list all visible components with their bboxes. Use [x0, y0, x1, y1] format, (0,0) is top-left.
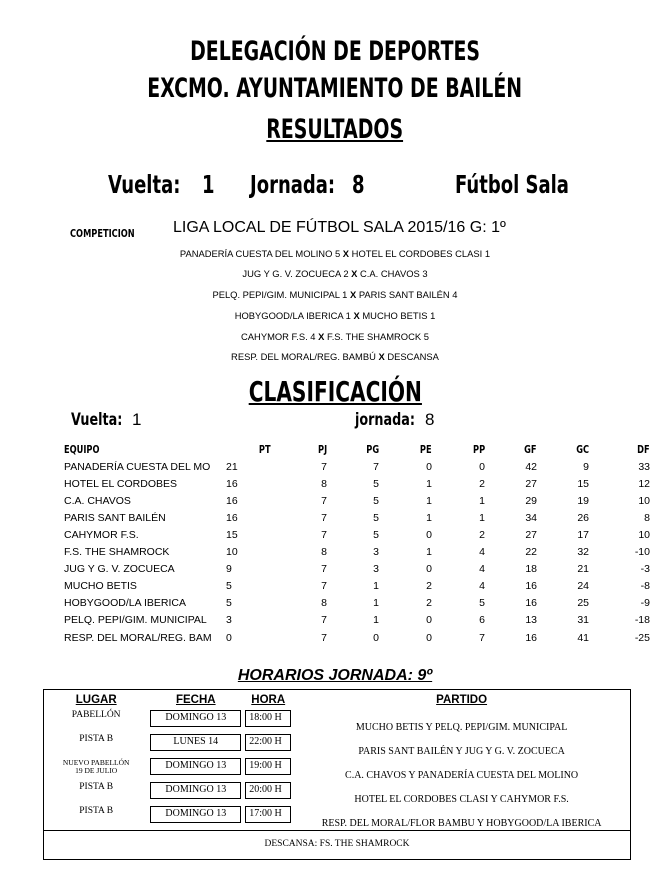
standings-cell: 0: [479, 460, 485, 473]
standings-team: PELQ. PEPI/GIM. MUNICIPAL: [64, 614, 207, 627]
standings-cell: 9: [583, 460, 589, 473]
schedule-fecha: DOMINGO 13: [150, 782, 241, 799]
standings-cell: 42: [525, 460, 537, 473]
standings-cell: 5: [373, 477, 379, 490]
standings-cell: 2: [426, 580, 432, 593]
competition-name: LIGA LOCAL DE FÚTBOL SALA 2015/16 G: 1º: [173, 219, 506, 236]
standings-title: CLASIFICACIÓN: [248, 375, 422, 408]
standings-cell: 6: [479, 614, 485, 627]
standings-col-pt: PT: [259, 443, 271, 457]
schedule-hora: 20:00 H: [245, 782, 291, 799]
standings-cell: 7: [479, 631, 485, 644]
standings-cell: 10: [638, 529, 650, 542]
standings-cell: 1: [426, 546, 432, 559]
standings-cell: 5: [373, 511, 379, 524]
result-line: [0, 289, 670, 300]
standings-cell: 41: [577, 631, 589, 644]
standings-cell: 2: [479, 477, 485, 490]
standings-cell: 7: [321, 631, 327, 644]
sport-name: Fútbol Sala: [455, 170, 569, 199]
result-separator: X: [351, 268, 358, 279]
standings-cell: 0: [426, 614, 432, 627]
header-line-2: EXCMO. AYUNTAMIENTO DE BAILÉN: [147, 73, 523, 104]
standings-col-df: DF: [637, 443, 650, 457]
standings-cell: 5: [226, 597, 232, 610]
schedule-lugar: PABELLÓN: [71, 710, 121, 720]
jornada-value: 8: [352, 170, 365, 199]
standings-cell: -10: [634, 546, 650, 559]
standings-col-pp: PP: [472, 443, 485, 457]
standings-cell: 33: [638, 460, 650, 473]
schedule-partido: PARIS SANT BAILÉN Y JUG Y G. V. ZOCUECA: [358, 746, 565, 757]
standings-cell: 1: [426, 477, 432, 490]
standings-cell: 18: [525, 563, 537, 576]
result-line: [0, 248, 670, 259]
result-separator: X: [342, 248, 350, 259]
standings-cell: 22: [525, 546, 537, 559]
standings-cell: 1: [373, 597, 379, 610]
schedule-partido: MUCHO BETIS Y PELQ. PEPI/GIM. MUNICIPAL: [355, 722, 568, 733]
schedule-rest-note: DESCANSA: FS. THE SHAMROCK: [44, 831, 631, 860]
standings-cell: 0: [426, 529, 432, 542]
standings-cell: 7: [321, 529, 327, 542]
results-title: RESULTADOS: [266, 114, 404, 145]
schedule-lugar: PISTA B: [79, 734, 114, 744]
schedule-col-fecha: FECHA: [175, 694, 216, 706]
schedule-col-lugar: LUGAR: [75, 694, 117, 706]
schedule-lugar: PISTA B: [79, 806, 114, 816]
standings-row: [64, 544, 650, 561]
schedule-row: [44, 710, 631, 734]
standings-cell: 13: [525, 614, 537, 627]
header-line-1: DELEGACIÓN DE DEPORTES: [190, 36, 480, 67]
standings-cell: 16: [226, 494, 238, 507]
standings-cell: 9: [226, 563, 232, 576]
result-line: [0, 268, 670, 279]
standings-cell: 15: [577, 477, 589, 490]
schedule-col-partido: PARTIDO: [436, 694, 488, 706]
standings-cell: 7: [321, 460, 327, 473]
standings-col-gf: GF: [524, 443, 537, 457]
standings-team: PANADERÍA CUESTA DEL MO: [64, 460, 211, 473]
schedule-table: [43, 689, 631, 860]
standings-cell: 4: [479, 546, 485, 559]
result-away: MUCHO BETIS 1: [359, 310, 436, 321]
standings-team: PARIS SANT BAILÉN: [64, 511, 166, 524]
standings-cell: 10: [226, 546, 238, 559]
standings-cell: 15: [226, 529, 238, 542]
standings-cell: 8: [644, 511, 650, 524]
schedule-partido: C.A. CHAVOS Y PANADERÍA CUESTA DEL MOLINO: [345, 770, 579, 781]
standings-cell: 26: [577, 511, 589, 524]
result-separator: X: [350, 289, 357, 300]
standings-cell: 0: [426, 631, 432, 644]
standings-cell: 3: [373, 563, 379, 576]
schedule-row: [44, 782, 631, 806]
standings-row: [64, 561, 650, 578]
standings-jornada-value: 8: [425, 410, 435, 429]
standings-cell: 7: [321, 494, 327, 507]
standings-cell: 16: [525, 597, 537, 610]
standings-cell: 16: [525, 580, 537, 593]
standings-team: JUG Y G. V. ZOCUECA: [64, 563, 175, 576]
standings-cell: 4: [479, 563, 485, 576]
schedule-hora: 22:00 H: [245, 734, 291, 751]
standings-cell: 1: [426, 511, 432, 524]
standings-cell: 8: [321, 546, 327, 559]
standings-team: HOTEL EL CORDOBES: [64, 477, 177, 490]
standings-cell: 7: [321, 580, 327, 593]
standings-cell: 0: [426, 563, 432, 576]
standings-cell: 0: [426, 460, 432, 473]
standings-cell: 25: [577, 597, 589, 610]
vuelta-label: Vuelta:: [108, 170, 181, 199]
schedule-row: [44, 806, 631, 831]
standings-col-pj: PJ: [317, 443, 327, 457]
schedule-hora: 19:00 H: [245, 758, 291, 775]
standings-team: RESP. DEL MORAL/REG. BAM: [64, 631, 212, 644]
standings-cell: 21: [577, 563, 589, 576]
standings-cell: 19: [577, 494, 589, 507]
vuelta-value: 1: [202, 170, 215, 199]
schedule-hora: 17:00 H: [245, 806, 291, 823]
standings-cell: -3: [640, 563, 650, 576]
standings-header-row: [64, 441, 650, 458]
standings-row: [64, 509, 650, 526]
result-away: PARIS SANT BAILÉN 4: [356, 289, 458, 300]
result-line: [0, 331, 670, 342]
standings-cell: 0: [373, 631, 379, 644]
standings-table: [64, 441, 650, 646]
standings-jornada-label: jornada:: [355, 410, 415, 430]
schedule-hora: 18:00 H: [245, 710, 291, 727]
standings-row: [64, 595, 650, 612]
result-separator: X: [318, 331, 325, 342]
standings-cell: 31: [577, 614, 589, 627]
standings-vuelta-label: Vuelta:: [71, 410, 123, 430]
result-away: C.A. CHAVOS 3: [357, 268, 428, 279]
result-home: HOBYGOOD/LA IBERICA 1: [234, 310, 354, 321]
standings-cell: 27: [525, 477, 537, 490]
standings-cell: 17: [577, 529, 589, 542]
standings-cell: 16: [226, 477, 238, 490]
standings-cell: 7: [321, 563, 327, 576]
standings-cell: 7: [321, 614, 327, 627]
standings-cell: -18: [634, 614, 650, 627]
schedule-title: HORARIOS JORNADA: 9º: [237, 667, 433, 684]
schedule-col-hora: HORA: [251, 694, 286, 706]
schedule-fecha: DOMINGO 13: [150, 758, 241, 775]
result-away: HOTEL EL CORDOBES CLASI 1: [349, 248, 491, 259]
schedule-fecha: DOMINGO 13: [150, 806, 241, 823]
standings-cell: 29: [525, 494, 537, 507]
standings-cell: -9: [640, 597, 650, 610]
standings-cell: 3: [373, 546, 379, 559]
standings-cell: 5: [373, 494, 379, 507]
standings-cell: 4: [479, 580, 485, 593]
standings-cell: 8: [321, 477, 327, 490]
standings-cell: 1: [479, 494, 485, 507]
standings-cell: 8: [321, 597, 327, 610]
standings-cell: 0: [226, 631, 232, 644]
result-home: PELQ. PEPI/GIM. MUNICIPAL 1: [212, 289, 350, 300]
standings-cell: 12: [638, 477, 650, 490]
standings-cell: 1: [373, 580, 379, 593]
schedule-fecha: DOMINGO 13: [150, 710, 241, 727]
standings-cell: 16: [226, 511, 238, 524]
standings-cell: 5: [226, 580, 232, 593]
result-separator: X: [378, 351, 385, 362]
standings-vuelta-value: 1: [132, 410, 142, 429]
standings-row: [64, 475, 650, 492]
standings-cell: 5: [373, 529, 379, 542]
result-line: [0, 310, 670, 321]
standings-cell: 5: [479, 597, 485, 610]
result-line: [0, 351, 670, 362]
standings-team: F.S. THE SHAMROCK: [64, 546, 170, 559]
standings-cell: 10: [638, 494, 650, 507]
standings-cell: 7: [321, 511, 327, 524]
standings-cell: 32: [577, 546, 589, 559]
standings-cell: 2: [426, 597, 432, 610]
standings-col-equipo: EQUIPO: [64, 443, 100, 457]
schedule-row: [44, 734, 631, 758]
standings-col-pe: PE: [420, 443, 432, 457]
standings-col-pg: PG: [366, 443, 379, 457]
standings-col-gc: GC: [576, 443, 589, 457]
competition-label: COMPETICION: [70, 227, 135, 240]
standings-cell: -25: [634, 631, 650, 644]
schedule-partido: RESP. DEL MORAL/FLOR BAMBU Y HOBYGOOD/LA IBERICA: [321, 818, 602, 829]
standings-cell: 16: [525, 631, 537, 644]
jornada-label: Jornada:: [250, 170, 336, 199]
result-away: F.S. THE SHAMROCK 5: [324, 331, 429, 342]
result-home: RESP. DEL MORAL/REG. BAMBÚ: [231, 351, 379, 362]
standings-team: HOBYGOOD/LA IBERICA: [64, 597, 186, 610]
standings-cell: -8: [640, 580, 650, 593]
standings-cell: 1: [426, 494, 432, 507]
schedule-fecha: LUNES 14: [150, 734, 241, 751]
result-separator: X: [353, 310, 360, 321]
standings-cell: 21: [226, 460, 238, 473]
schedule-partido: HOTEL EL CORDOBES CLASI Y CAHYMOR F.S.: [354, 794, 569, 805]
schedule-lugar: NUEVO PABELLÓN 19 DE JULIO: [62, 758, 130, 775]
standings-cell: 27: [525, 529, 537, 542]
result-home: PANADERÍA CUESTA DEL MOLINO 5: [179, 248, 343, 259]
standings-team: CAHYMOR F.S.: [64, 529, 139, 542]
standings-cell: 7: [373, 460, 379, 473]
result-home: CAHYMOR F.S. 4: [241, 331, 319, 342]
schedule-row: [44, 758, 631, 782]
standings-row: [64, 458, 650, 475]
schedule-lugar: PISTA B: [79, 782, 114, 792]
standings-row: [64, 492, 650, 509]
result-away: DESCANSA: [384, 351, 439, 362]
result-home: JUG Y G. V. ZOCUECA 2: [242, 268, 352, 279]
schedule-header-row: [44, 690, 631, 711]
standings-cell: 34: [525, 511, 537, 524]
standings-row: [64, 526, 650, 543]
standings-team: C.A. CHAVOS: [64, 494, 131, 507]
standings-cell: 1: [373, 614, 379, 627]
standings-cell: 24: [577, 580, 589, 593]
standings-row: [64, 629, 650, 646]
standings-cell: 2: [479, 529, 485, 542]
standings-team: MUCHO BETIS: [64, 580, 137, 593]
standings-cell: 1: [479, 511, 485, 524]
standings-cell: 3: [226, 614, 232, 627]
standings-row: [64, 612, 650, 629]
standings-row: [64, 578, 650, 595]
